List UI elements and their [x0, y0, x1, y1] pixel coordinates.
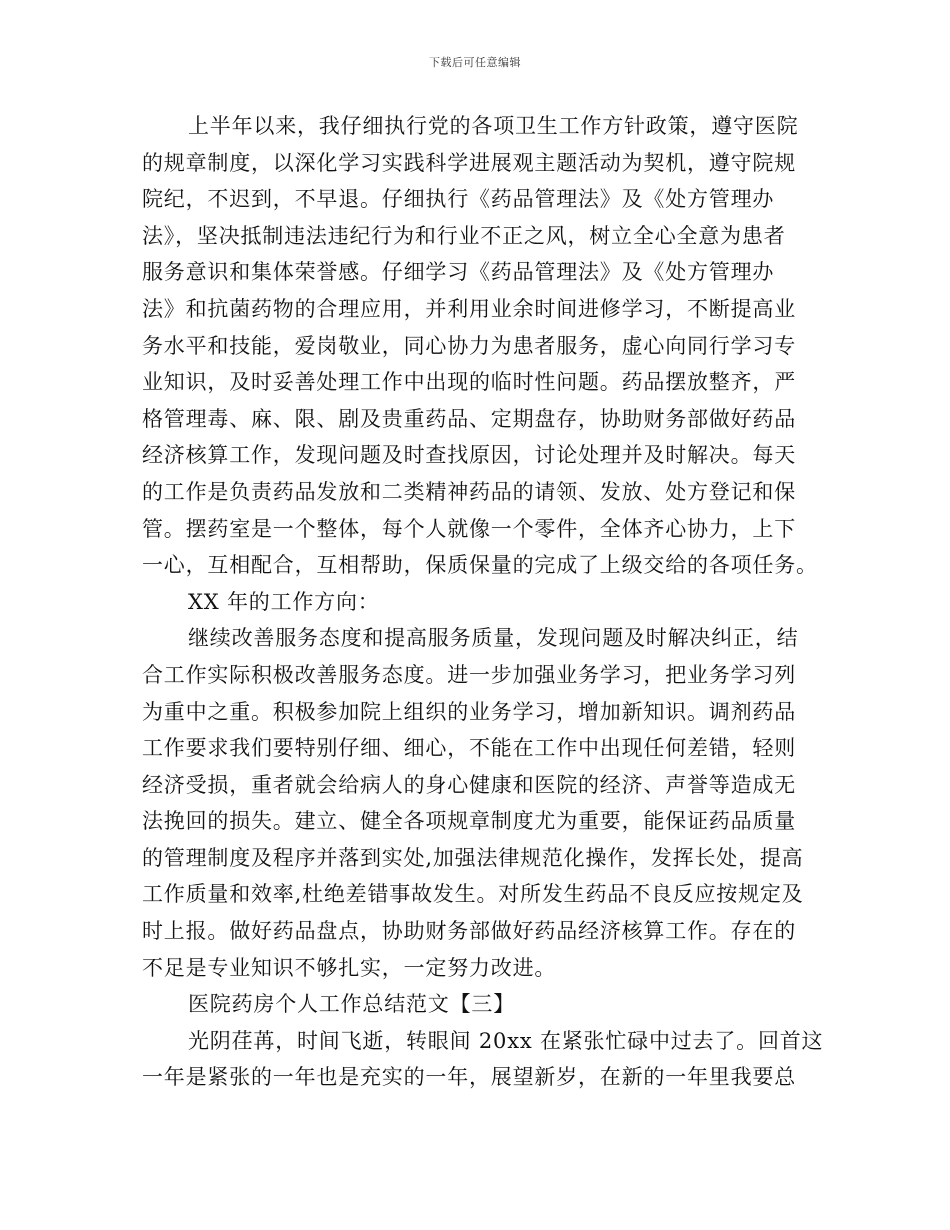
text-line: 的规章制度，以深化学习实践科学进展观主题活动为契机，遵守院规 — [142, 150, 796, 175]
text-line: 管。摆药室是一个整体，每个人就像一个零件，全体齐心协力，上下 — [142, 516, 796, 541]
page-header: 下载后可任意编辑 — [429, 56, 521, 69]
text-line: 工作要求我们要特别仔细、细心，不能在工作中出现任何差错，轻则 — [142, 736, 796, 761]
text-line: 务水平和技能，爱岗敬业，同心协力为患者服务，虚心向同行学习专 — [142, 333, 796, 358]
text-line: 为重中之重。积极参加院上组织的业务学习，增加新知识。调剂药品 — [142, 699, 796, 724]
document-body — [142, 108, 824, 1096]
text-line: 继续改善服务态度和提高服务质量，发现问题及时解决纠正，结 — [188, 626, 799, 651]
text-line: XX 年的工作方向： — [188, 589, 380, 614]
text-line: 医院药房个人工作总结范文【三】 — [188, 992, 515, 1017]
text-line: 法挽回的损失。建立、健全各项规章制度尤为重要，能保证药品质量 — [142, 809, 796, 834]
text-line: 的管理制度及程序并落到实处,加强法律规范化操作，发挥长处，提高 — [142, 845, 804, 870]
text-line: 院纪，不迟到，不早退。仔细执行《药品管理法》及《处方管理办 — [142, 187, 775, 212]
text-line: 一心，互相配合，互相帮助，保质保量的完成了上级交给的各项任务。 — [142, 553, 818, 578]
text-line: 法》和抗菌药物的合理应用，并利用业余时间进修学习，不断提高业 — [142, 296, 796, 321]
text-line: 的工作是负责药品发放和二类精神药品的请领、发放、处方登记和保 — [142, 479, 796, 504]
text-line: 格管理毒、麻、限、剧及贵重药品、定期盘存，协助财务部做好药品 — [142, 406, 796, 431]
text-line: 光阴荏苒，时间飞逝，转眼间 20xx 在紧张忙碌中过去了。回首这 — [188, 1028, 824, 1053]
text-line: 经济核算工作，发现问题及时查找原因，讨论处理并及时解决。每天 — [142, 443, 796, 468]
text-line: 合工作实际积极改善服务态度。进一步加强业务学习，把业务学习列 — [142, 662, 796, 687]
text-line: 工作质量和效率,杜绝差错事故发生。对所发生药品不良反应按规定及 — [142, 882, 804, 907]
text-line: 上半年以来，我仔细执行党的各项卫生工作方针政策，遵守医院 — [188, 114, 799, 138]
text-line: 业知识，及时妥善处理工作中出现的临时性问题。药品摆放整齐，严 — [142, 370, 796, 395]
text-line: 不足是专业知识不够扎实，一定努力改进。 — [142, 955, 557, 980]
text-line: 时上报。做好药品盘点，协助财务部做好药品经济核算工作。存在的 — [142, 919, 796, 944]
text-line: 一年是紧张的一年也是充实的一年，展望新岁，在新的一年里我要总 — [142, 1065, 796, 1090]
text-line: 服务意识和集体荣誉感。仔细学习《药品管理法》及《处方管理办 — [142, 260, 775, 285]
text-line: 法》，坚决抵制违法违纪行为和行业不正之风，树立全心全意为患者 — [142, 223, 786, 248]
text-line: 经济受损，重者就会给病人的身心健康和医院的经济、声誉等造成无 — [142, 772, 796, 797]
